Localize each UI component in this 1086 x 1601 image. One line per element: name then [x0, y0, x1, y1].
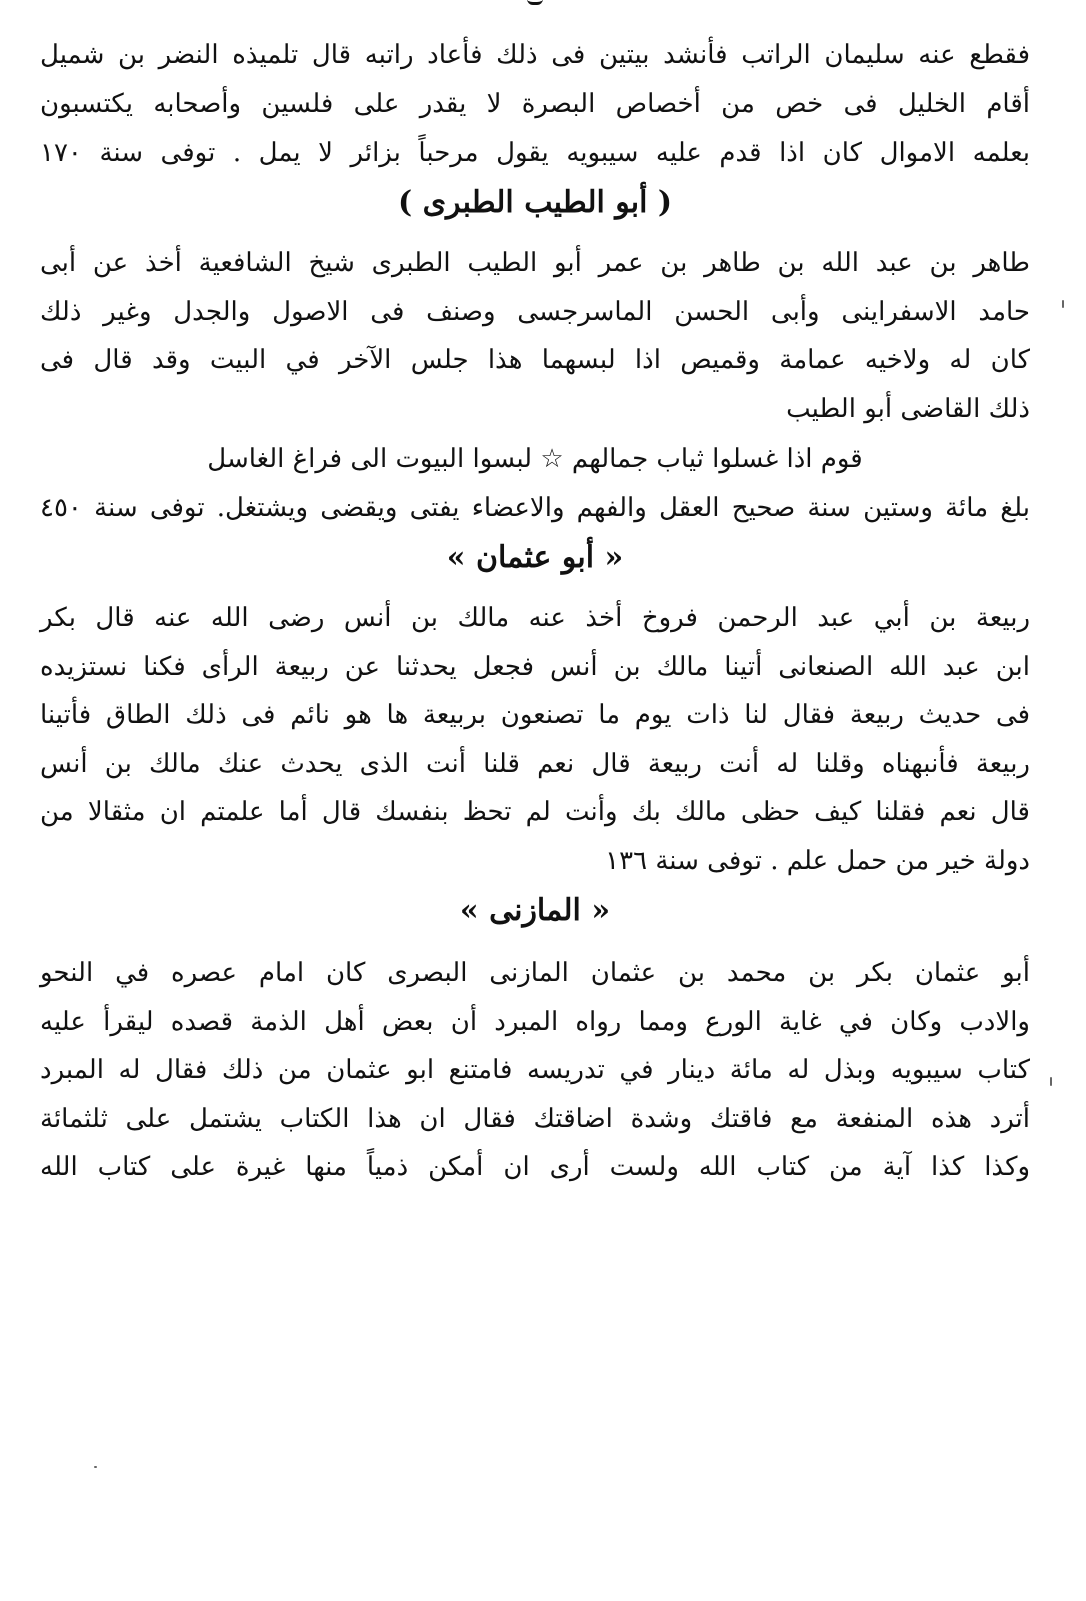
text-line: أترد هذه المنفعة مع فاقتك وشدة اضاقتك فقال ان هذا الكتاب يشتمل على ثلثمائة: [40, 1104, 1030, 1134]
paragraph-khalil-continuation: [40, 42, 1030, 188]
text-line: فى حديث ربيعة فقال لنا ذات يوم ما تصنعون بربيعة ها هو نائم فى ذلك الطاق فأتينا: [40, 700, 1030, 730]
text-line: قال نعم فقلنا كيف حظى مالك بك وأنت لم تحظ بنفسك قال أما علمتم ان مثقالا من: [40, 797, 1030, 827]
section-heading-abu-al-tayyib: ( أبو الطيب الطبرى ): [397, 185, 673, 220]
text-line: وكذا كذا آية من كتاب الله ولست أرى ان أمكن ذمياً منها غيرة على كتاب الله: [40, 1152, 1030, 1182]
text-line: بعلمه الاموال كان اذا قدم عليه سيبويه يقول مرحباً بزائر لا يمل . توفى سنة ١٧٠: [40, 138, 1030, 168]
poetry-verse: قوم اذا غسلوا ثياب جمالهم ☆ لبسوا البيوت الى فراغ الغاسل: [207, 444, 863, 474]
text-line: ربيعة فأنبهناه وقلنا له أنت ربيعة قال نعم قلنا أنت الذى يحدث عنك مالك بن أنس: [40, 749, 1030, 779]
text-line: ذلك القاضى أبو الطيب: [786, 394, 1030, 424]
text-line: أبو عثمان بكر بن محمد بن عثمان المازنى البصرى كان امام عصره في النحو: [40, 958, 1030, 988]
text-line: كتاب سيبويه وبذل له مائة دينار في تدريسه فامتنع ابو عثمان من ذلك فقال له المبرد: [40, 1055, 1031, 1085]
text-line: حامد الاسفراينى وأبى الحسن الماسرجسى وصنف فى الاصول والجدل وغير ذلك: [40, 297, 1030, 327]
text-line: ربيعة بن أبي عبد الرحمن فروخ أخذ عنه مالك بن أنس رضى الله عنه قال بكر: [40, 603, 1030, 633]
text-line: ابن عبد الله الصنعانى أتينا مالك بن أنس فجعل يحدثنا عن ربيعة الرأى فكنا نستزيده: [40, 652, 1030, 682]
paragraph-abu-al-tayyib: [40, 250, 1030, 543]
scan-speck: [1050, 1077, 1052, 1086]
text-line: أقام الخليل فى خص من أخصاص البصرة لا يقدر على فلسين وأصحابه يكتسبون: [40, 89, 1030, 119]
section-heading-al-mazini: « المازنى »: [459, 893, 611, 928]
text-line: طاهر بن عبد الله بن طاهر بن عمر أبو الطيب الطبرى شيخ الشافعية أخذ عن أبى: [40, 248, 1030, 278]
text-line: بلغ مائة وستين سنة صحيح العقل والفهم والاعضاء يفتى ويقضى ويشتغل. توفى سنة ٤٥٠: [40, 493, 1030, 523]
scan-speck: [1062, 300, 1064, 308]
text-line: دولة خير من حمل علم . توفى سنة ١٣٦: [605, 846, 1030, 876]
paragraph-al-mazini: [40, 960, 1030, 1203]
text-line: فقطع عنه سليمان الراتب فأنشد بيتين فى ذلك فأعاد راتبه قال تلميذه النضر بن شميل: [40, 40, 1030, 70]
text-line: كان له ولاخيه عمامة وقميص اذا لبسهما هذا جلس الآخر في البيت وقد قال فى: [40, 345, 1030, 375]
page-body: [40, 42, 1030, 1203]
scan-speck: [94, 1466, 97, 1468]
text-line: والادب وكان في غاية الورع ومما رواه المبرد أن بعض أهل الذمة قصده ليقرأ عليه: [40, 1007, 1030, 1037]
section-heading-abu-uthman: « أبو عثمان »: [446, 540, 624, 575]
paragraph-abu-uthman: [40, 605, 1030, 896]
page-number-mark: [527, 0, 543, 5]
